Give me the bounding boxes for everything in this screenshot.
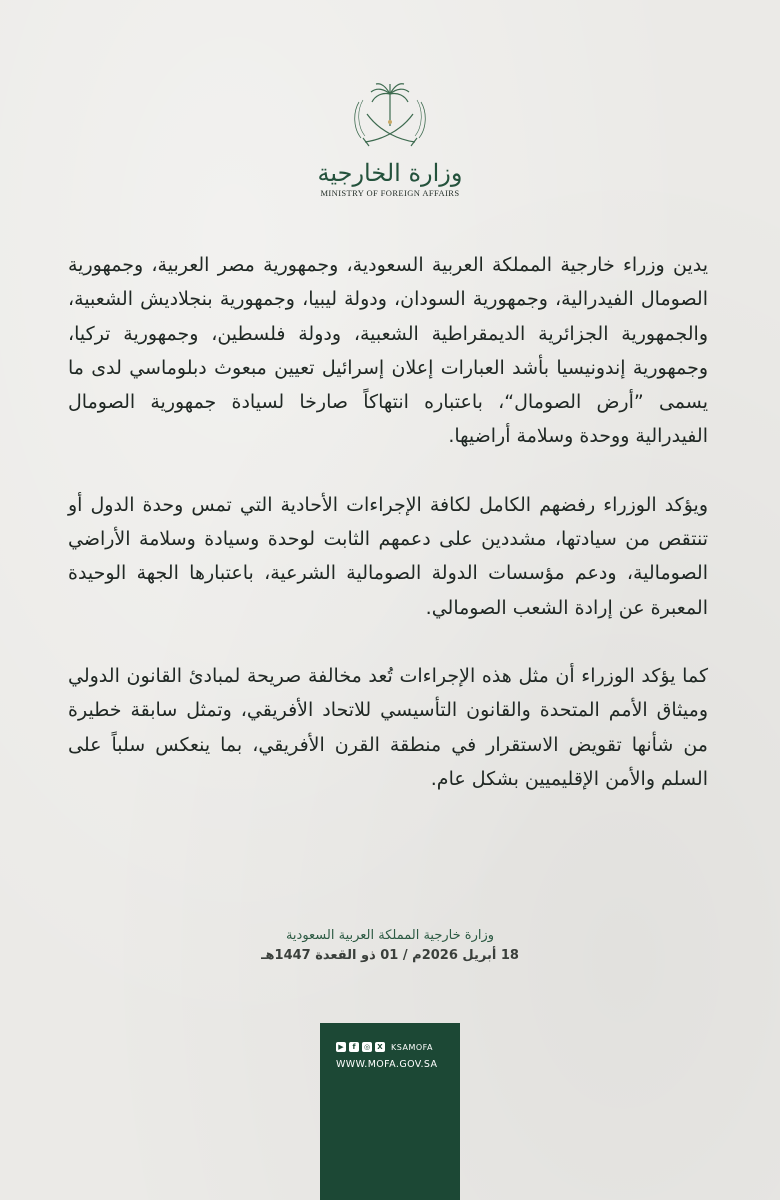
website-link[interactable]: WWW.MOFA.GOV.SA xyxy=(336,1059,438,1070)
x-icon[interactable]: X xyxy=(375,1042,385,1052)
facebook-icon[interactable]: f xyxy=(349,1042,359,1052)
signature-ministry: وزارة خارجية المملكة العربية السعودية xyxy=(285,928,495,943)
paragraph-2: ويؤكد الوزراء رفضهم الكامل لكافة الإجراءات الأحادية التي تمس وحدة الدول أو تنتقص من سيادتها، مشددين على دعمهم الثابت لوحدة وسيادة وسلامة الأراضي الصومالية، ودعم مؤسسات الدولة الصومالية الشرعية، باعتبارها الجهة الوحيدة المعبرة عن إرادة الشعب الصومالي. xyxy=(68,493,708,619)
signature-block xyxy=(0,926,780,966)
paragraph-1: يدين وزراء خارجية المملكة العربية السعودية، وجمهورية مصر العربية، وجمهورية الصومال الفيدرالية، وجمهورية السودان، ودولة ليبيا، وجمهورية بنجلاديش الشعبية، والجمهورية الجزائرية الديمقراطية الشعبية، ودولة فلسطين، وجمهورية تركيا، وجمهورية إندونيسيا بأشد العبارات إعلان إسرائيل تعيين مبعوث دبلوماسي لدى ما يسمى ”أرض الصومال“، باعتباره انتهاكاً صارخا لسيادة جمهورية الصومال الفيدرالية ووحدة وسلامة أراضيها. xyxy=(68,254,708,448)
paragraph-3: كما يؤكد الوزراء أن مثل هذه الإجراءات تُعد مخالفة صريحة لمبادئ القانون الدولي وميثاق الأمم المتحدة والقانون التأسيسي للاتحاد الأفريقي، وتمثل سابقة خطيرة من شأنها تقويض الاستقرار في منطقة القرن الأفريقي، بما ينعكس سلباً على السلم والأمن الإقليميين بشكل عام. xyxy=(68,664,708,790)
social-row xyxy=(336,1041,433,1053)
social-handle[interactable]: KSAMOFA xyxy=(391,1042,433,1052)
ministry-name-english: MINISTRY OF FOREIGN AFFAIRS xyxy=(320,188,460,199)
ministry-header xyxy=(0,80,780,198)
ministry-name-arabic: وزارة الخارجية xyxy=(317,159,463,187)
signature-date: 18 أبريل 2026م / 01 ذو القعدة 1447هـ xyxy=(261,948,519,963)
footer-social-box xyxy=(320,1023,460,1200)
instagram-icon[interactable]: ◎ xyxy=(363,1043,371,1051)
youtube-icon[interactable]: ▶ xyxy=(336,1042,346,1052)
statement-body xyxy=(68,248,708,796)
saudi-emblem-icon xyxy=(345,80,435,156)
